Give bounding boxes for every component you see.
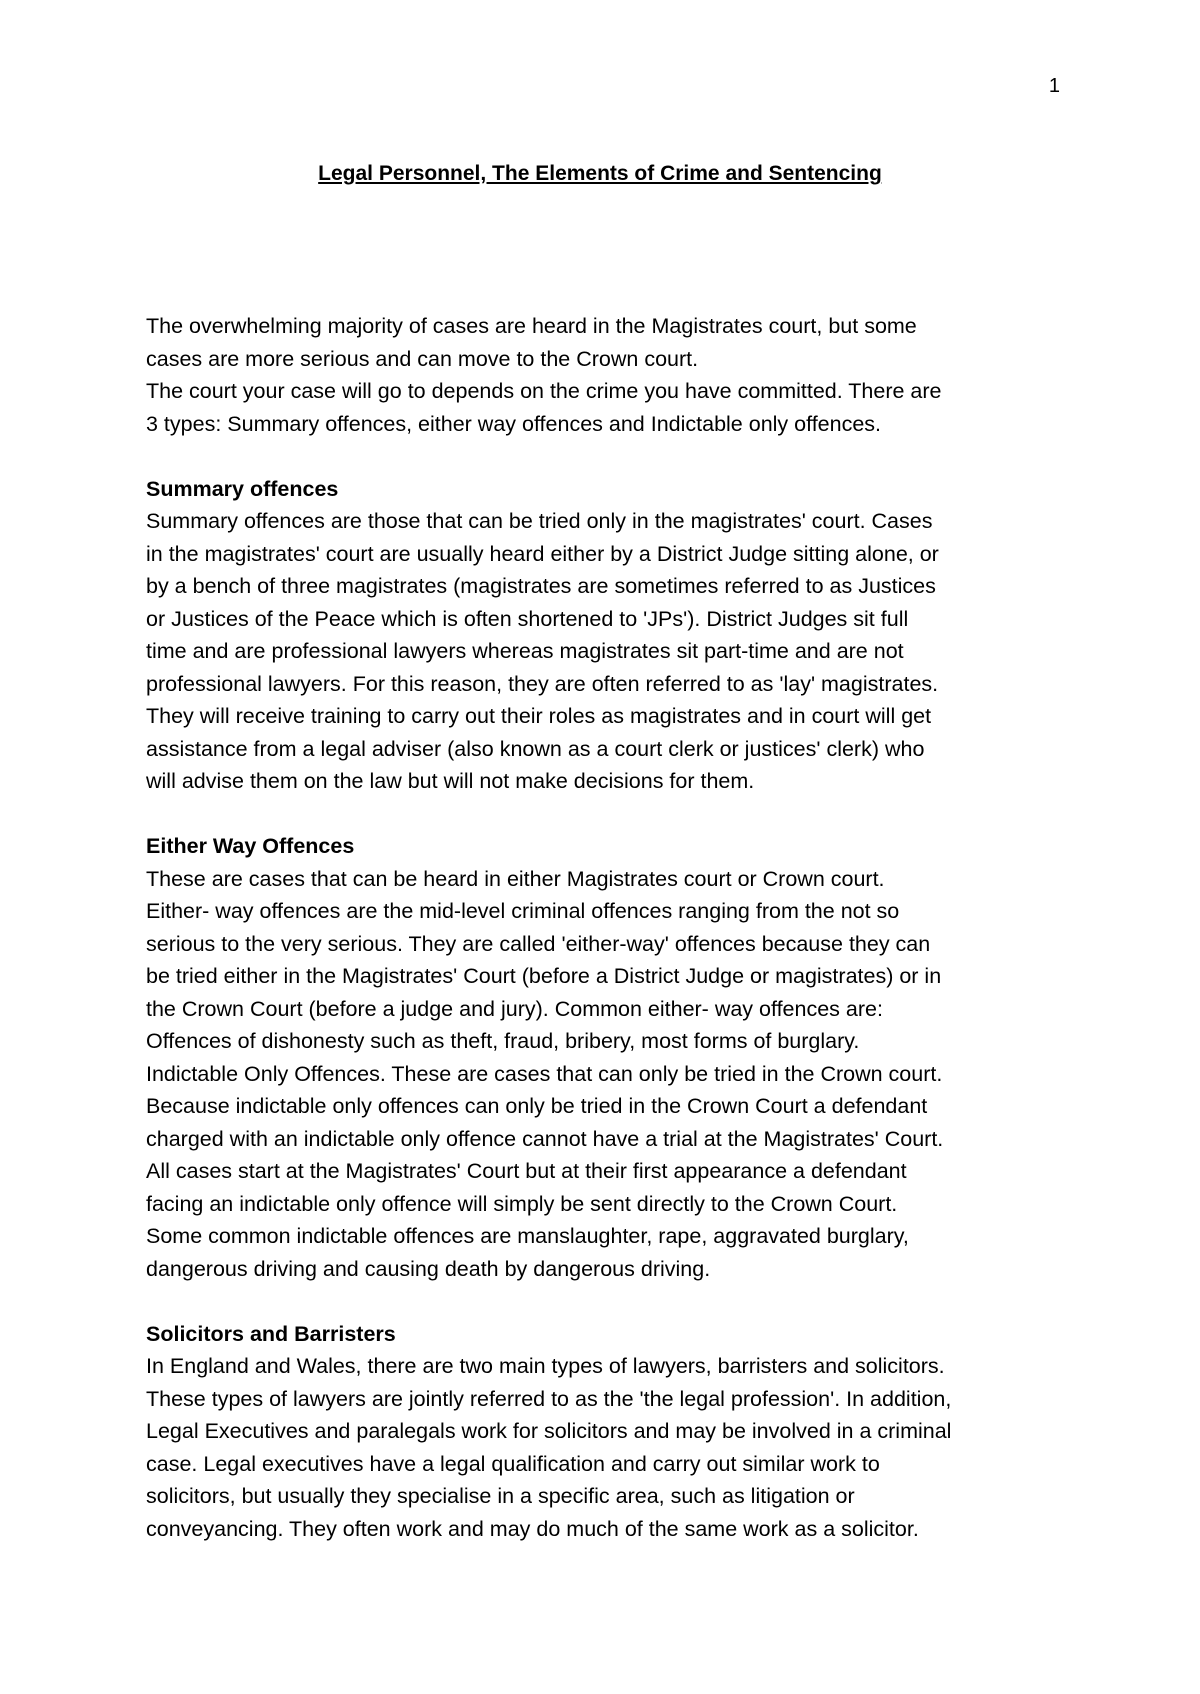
document-body: [146, 310, 1076, 1545]
section-line: will advise them on the law but will not make decisions for them.: [146, 769, 755, 793]
page-number: 1: [1048, 75, 1060, 97]
section-line: Either- way offences are the mid-level criminal offences ranging from the not so: [146, 899, 900, 923]
intro-line: 3 types: Summary offences, either way offences and Indictable only offences.: [146, 411, 882, 436]
section-heading: Summary offences: [146, 476, 339, 501]
section-line: case. Legal executives have a legal qualification and carry out similar work to: [146, 1451, 880, 1476]
section-either-way-offences: [146, 830, 1076, 1285]
section-solicitors-and-barristers: [146, 1318, 1076, 1546]
section-line: time and are professional lawyers whereas magistrates sit part-time and are not: [146, 639, 904, 663]
section-heading: Solicitors and Barristers: [146, 1321, 396, 1346]
section-line: assistance from a legal adviser (also known as a court clerk or justices' clerk) who: [146, 736, 925, 761]
document-title: Legal Personnel, The Elements of Crime and Sentencing: [318, 162, 882, 185]
section-line: Because indictable only offences can only be tried in the Crown Court a defendant: [146, 1094, 928, 1118]
section-line: professional lawyers. For this reason, they are often referred to as 'lay' magistrates.: [146, 671, 939, 696]
section-line: by a bench of three magistrates (magistrates are sometimes referred to as Justices: [146, 574, 936, 598]
section-heading: Either Way Offences: [146, 834, 355, 858]
intro-line: cases are more serious and can move to the Crown court.: [146, 346, 699, 371]
section-line: dangerous driving and causing death by dangerous driving.: [146, 1256, 711, 1281]
section-summary-offences: [146, 473, 1076, 798]
section-line: charged with an indictable only offence cannot have a trial at the Magistrates' Court.: [146, 1126, 944, 1151]
section-line: Summary offences are those that can be tried only in the magistrates' court. Cases: [146, 509, 933, 533]
section-line: the Crown Court (before a judge and jury). Common either- way offences are:: [146, 996, 883, 1021]
intro-line: The court your case will go to depends on the crime you have committed. There are: [146, 379, 942, 403]
intro-line: The overwhelming majority of cases are heard in the Magistrates court, but some: [146, 314, 917, 338]
section-line: These are cases that can be heard in either Magistrates court or Crown court.: [146, 866, 885, 891]
section-line: conveyancing. They often work and may do much of the same work as a solicitor.: [146, 1516, 919, 1541]
section-line: facing an indictable only offence will simply be sent directly to the Crown Court.: [146, 1191, 898, 1216]
section-line: In England and Wales, there are two main types of lawyers, barristers and solicitors.: [146, 1354, 945, 1378]
section-line: be tried either in the Magistrates' Court (before a District Judge or magistrates) or in: [146, 964, 942, 988]
section-line: or Justices of the Peace which is often shortened to 'JPs'). District Judges sit full: [146, 606, 909, 631]
intro-paragraph: [146, 310, 1076, 440]
section-line: in the magistrates' court are usually heard either by a District Judge sitting alone, or: [146, 541, 939, 566]
section-line: These types of lawyers are jointly referred to as the 'the legal profession'. In addition,: [146, 1386, 952, 1411]
section-line: They will receive training to carry out their roles as magistrates and in court will get: [146, 704, 932, 728]
section-line: serious to the very serious. They are called 'either-way' offences because they can: [146, 931, 931, 956]
section-line: Offences of dishonesty such as theft, fraud, bribery, most forms of burglary.: [146, 1029, 860, 1053]
section-line: Legal Executives and paralegals work for solicitors and may be involved in a criminal: [146, 1419, 952, 1443]
section-line: solicitors, but usually they specialise in a specific area, such as litigation or: [146, 1484, 855, 1508]
section-line: All cases start at the Magistrates' Court but at their first appearance a defendant: [146, 1159, 907, 1183]
section-line: Some common indictable offences are manslaughter, rape, aggravated burglary,: [146, 1224, 909, 1248]
section-line: Indictable Only Offences. These are cases that can only be tried in the Crown court.: [146, 1061, 943, 1086]
